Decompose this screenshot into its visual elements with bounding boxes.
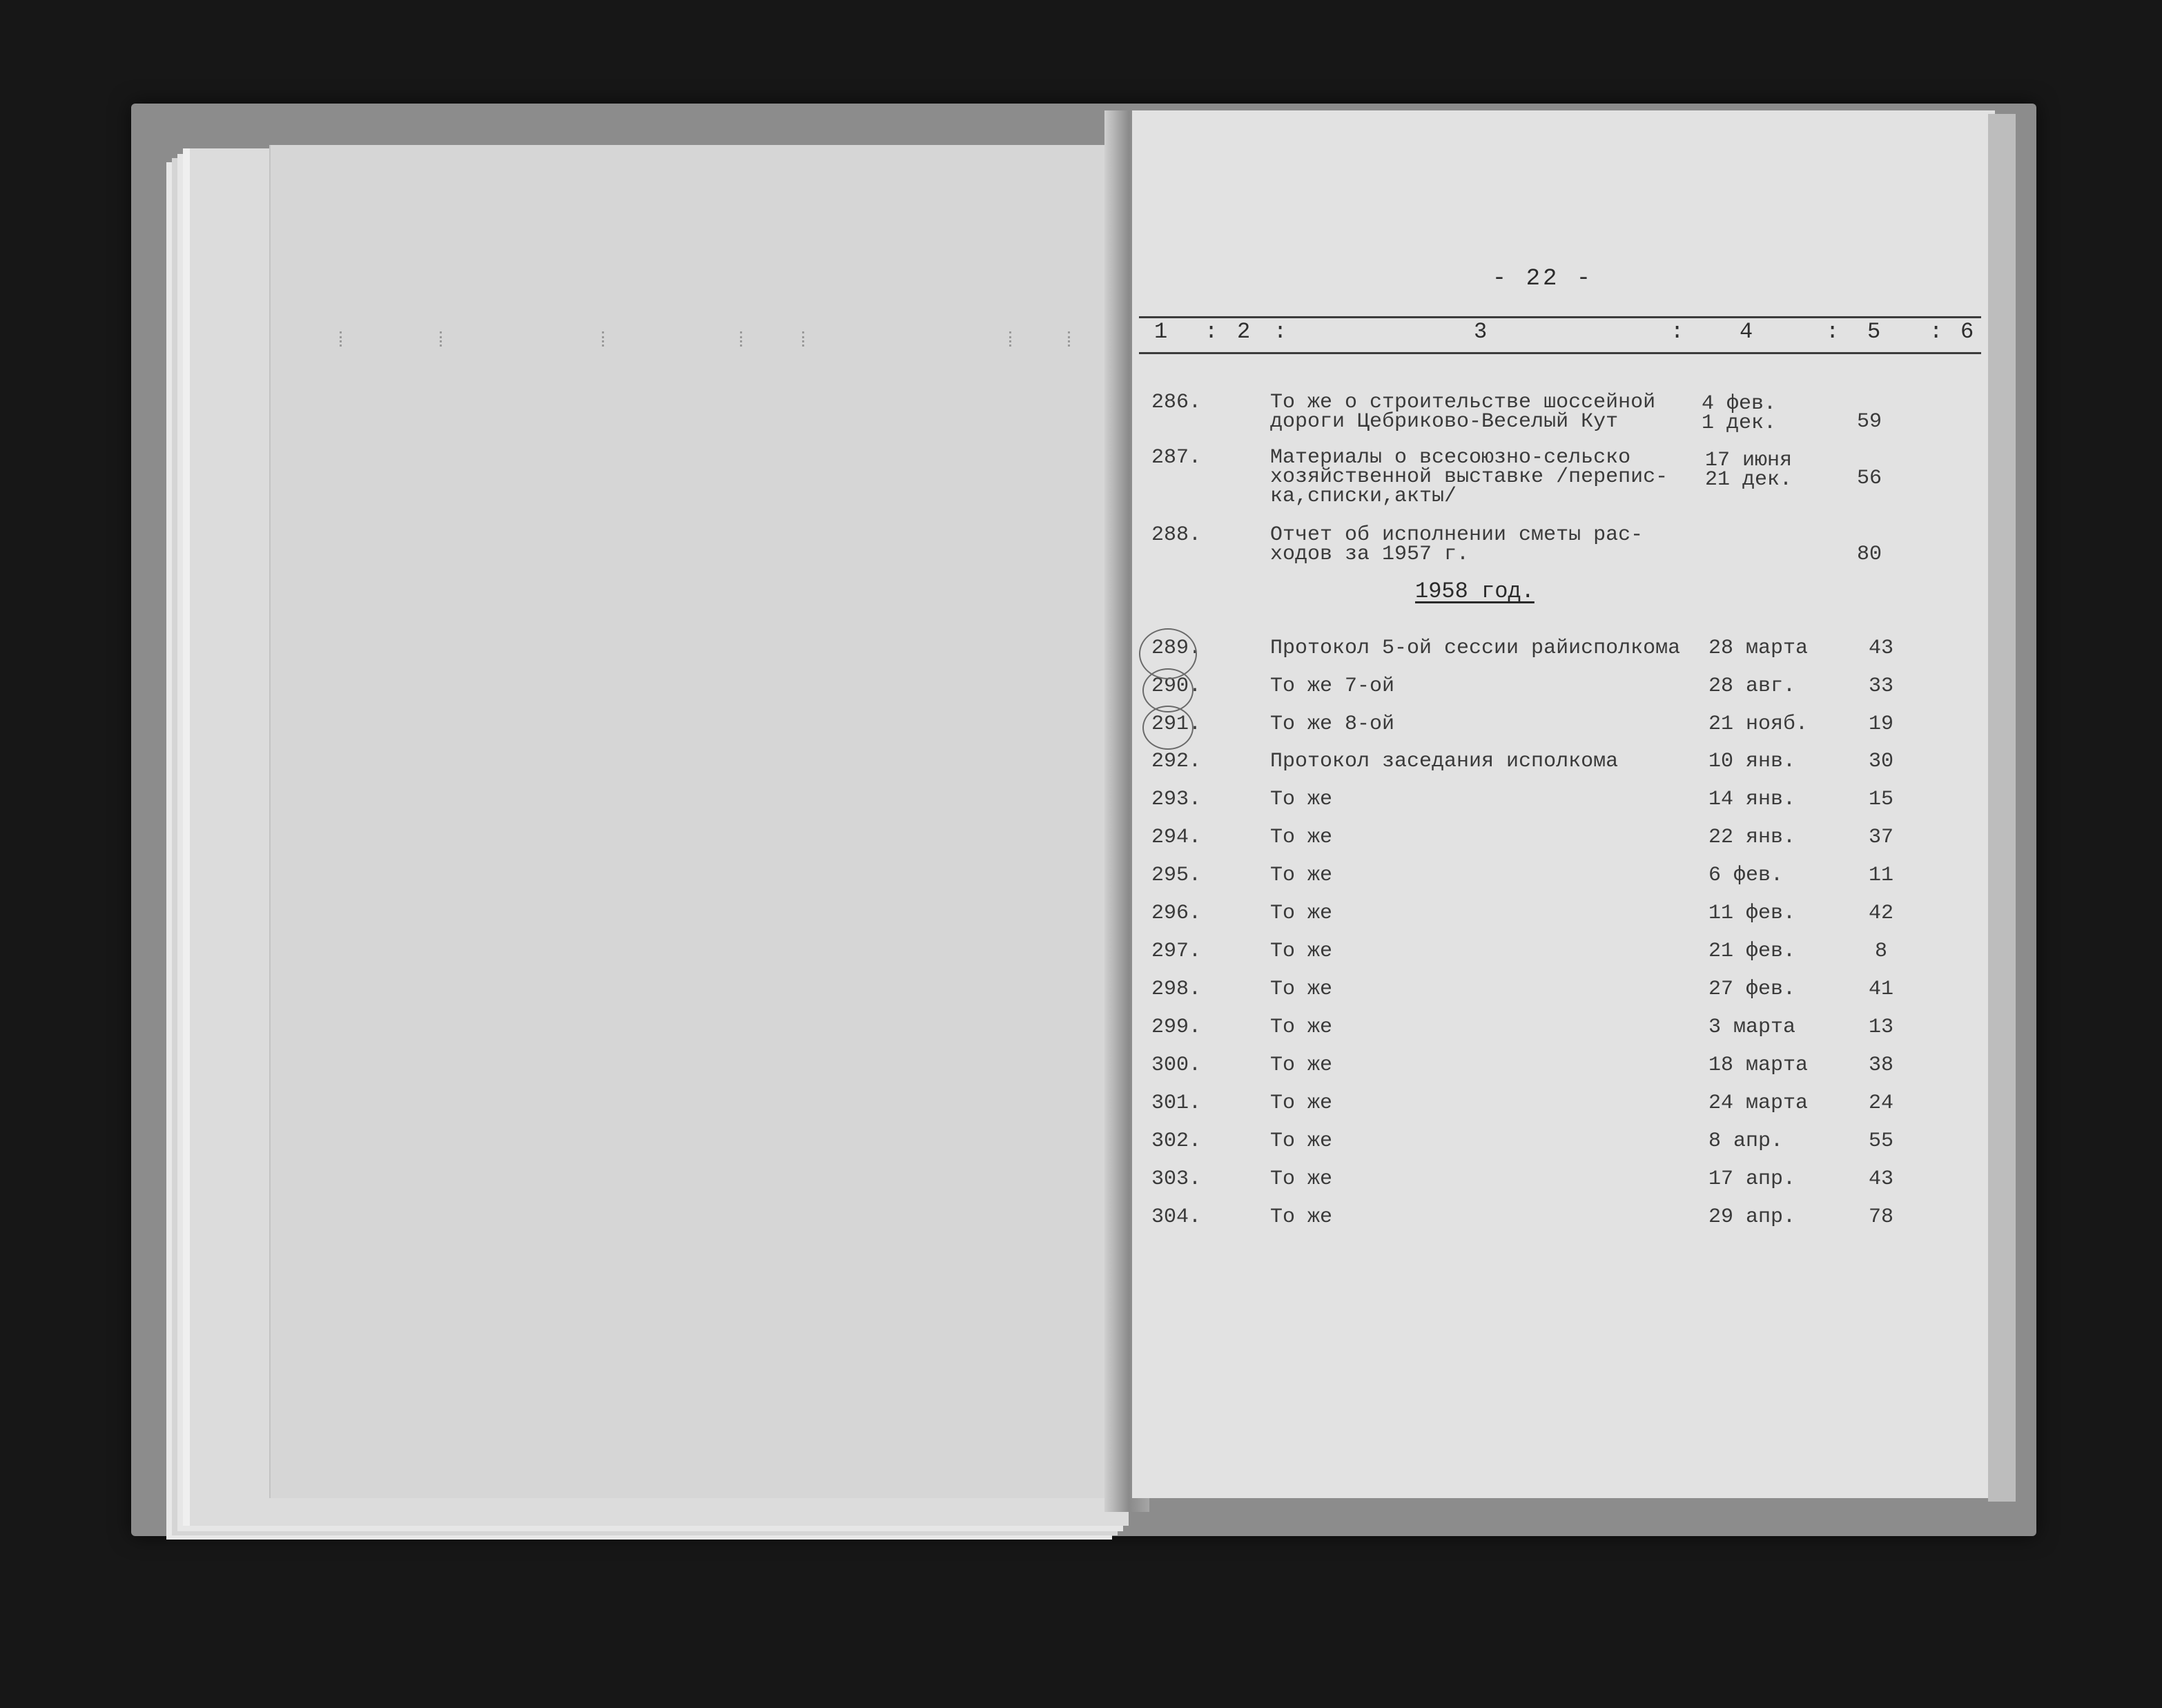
entry-sheets: 59: [1857, 410, 1882, 434]
entry-sheets: 8: [1874, 940, 1887, 963]
entry-date: 17 апр.: [1708, 1167, 1796, 1191]
table-header-rule-top: [1139, 316, 1981, 318]
entry-row: [1146, 902, 1905, 935]
entry-number: 289.: [1151, 637, 1202, 660]
entry-date-line: 4 фев.: [1702, 392, 1777, 416]
entry-number: 299.: [1151, 1016, 1202, 1039]
entry-row: [1146, 940, 1905, 973]
entry-date-line: 21 дек.: [1705, 468, 1793, 492]
entry-row: [1146, 1167, 1905, 1201]
entry-row: [1146, 637, 1905, 670]
entry-date: 28 авг.: [1708, 675, 1796, 698]
entry-number: 301.: [1151, 1091, 1202, 1115]
pencil-circle-mark: [1142, 706, 1194, 750]
entry-number: 291.: [1151, 712, 1202, 736]
entry-row: [1146, 750, 1905, 783]
entry-row: [1146, 1129, 1905, 1163]
entry-title: То же: [1270, 864, 1333, 887]
entry-sheets: 33: [1868, 675, 1893, 698]
entry-sheets: 37: [1868, 826, 1893, 849]
entry-number: 292.: [1151, 750, 1202, 773]
entry-title: То же: [1270, 1129, 1333, 1153]
entry-row: [1146, 675, 1905, 708]
entry-title: Протокол 5-ой сессии райисполкома: [1270, 637, 1681, 660]
table-header-rule-bottom: [1139, 352, 1981, 354]
entry-date: 22 янв.: [1708, 826, 1796, 849]
entry-date: 3 марта: [1708, 1016, 1796, 1039]
entry-sheets: 11: [1868, 864, 1893, 887]
entry-title-line: Отчет об исполнении сметы рас-: [1270, 523, 1644, 547]
entry-date: 29 апр.: [1708, 1205, 1796, 1229]
entry-title: Протокол заседания исполкома: [1270, 750, 1619, 773]
entry-number: 303.: [1151, 1167, 1202, 1191]
entry-title: То же: [1270, 826, 1333, 849]
entry-sheets: 38: [1868, 1054, 1893, 1077]
entry-row: [1146, 1054, 1905, 1087]
entry-date: 24 марта: [1708, 1091, 1809, 1115]
entry-date: 28 марта: [1708, 637, 1809, 660]
entry-number: 293.: [1151, 788, 1202, 811]
entry-title-line: дороги Цебриково-Веселый Кут: [1270, 410, 1619, 434]
entry-number: 302.: [1151, 1129, 1202, 1153]
entry-number: 304.: [1151, 1205, 1202, 1229]
entry-date: 14 янв.: [1708, 788, 1796, 811]
entry-sheets: 15: [1868, 788, 1893, 811]
entry-date: 27 фев.: [1708, 978, 1796, 1001]
entry-title: То же: [1270, 940, 1333, 963]
entry-title: То же: [1270, 1205, 1333, 1229]
entry-title: То же: [1270, 978, 1333, 1001]
entry-number: 296.: [1151, 902, 1202, 925]
entry-number: 290.: [1151, 675, 1202, 698]
left-page: [269, 145, 1120, 1498]
entry-date: 8 апр.: [1708, 1129, 1784, 1153]
column-header-6: 6: [1960, 319, 1974, 344]
entry-sheets: 80: [1857, 543, 1882, 566]
entry-date-line: 17 июня: [1705, 449, 1793, 472]
entry-title-line: Материалы о всесоюзно-сельско: [1270, 446, 1631, 469]
entry-title: То же: [1270, 788, 1333, 811]
entry-title: То же: [1270, 1054, 1333, 1077]
entry-row: [1146, 1016, 1905, 1049]
entry-number: 294.: [1151, 826, 1202, 849]
year-heading: 1958 год.: [1415, 579, 1535, 604]
entry-row: [1146, 712, 1905, 746]
entry-title-line: ходов за 1957 г.: [1270, 543, 1470, 566]
entry-row: [1146, 1091, 1905, 1125]
entry-date: 21 фев.: [1708, 940, 1796, 963]
entry-number: 297.: [1151, 940, 1202, 963]
entry-title: То же 7-ой: [1270, 675, 1395, 698]
entry-sheets: 19: [1868, 712, 1893, 736]
entry-date: 6 фев.: [1708, 864, 1784, 887]
entry-sheets: 42: [1868, 902, 1893, 925]
entry-title-line: ка,списки,акты/: [1270, 485, 1457, 508]
entry-row: [1146, 978, 1905, 1011]
entry-date: 11 фев.: [1708, 902, 1796, 925]
entry-title-line: То же о строительстве шоссейной: [1270, 391, 1656, 414]
entry-sheets: 43: [1868, 637, 1893, 660]
entry-date: 18 марта: [1708, 1054, 1809, 1077]
entry-sheets: 43: [1868, 1167, 1893, 1191]
entry-row: [1146, 788, 1905, 821]
entry-title: То же: [1270, 1016, 1333, 1039]
entry-sheets: 78: [1868, 1205, 1893, 1229]
column-header-3: 3: [1474, 319, 1488, 344]
entry-row: [1146, 826, 1905, 859]
column-header-2: 2: [1237, 319, 1251, 344]
entry-title: То же: [1270, 1167, 1333, 1191]
entry-title: То же: [1270, 1091, 1333, 1115]
entry-sheets: 24: [1868, 1091, 1893, 1115]
entry-title: То же 8-ой: [1270, 712, 1395, 736]
entry-sheets: 56: [1857, 467, 1882, 490]
entry-sheets: 13: [1868, 1016, 1893, 1039]
entry-date: 21 нояб.: [1708, 712, 1809, 736]
column-header-4: 4: [1740, 319, 1753, 344]
entry-title-line: хозяйственной выставке /перепис-: [1270, 465, 1668, 489]
entry-date-line: 1 дек.: [1702, 411, 1777, 435]
entry-number: 286.: [1151, 391, 1202, 414]
entry-number: 288.: [1151, 523, 1202, 547]
entry-number: 287.: [1151, 446, 1202, 469]
entry-number: 298.: [1151, 978, 1202, 1001]
entry-sheets: 41: [1868, 978, 1893, 1001]
left-page-show-through-marks: [271, 331, 1120, 359]
entry-title: То же: [1270, 902, 1333, 925]
page-edge: [1988, 114, 2016, 1502]
entry-row: [1146, 864, 1905, 897]
column-header-1: 1: [1154, 319, 1168, 344]
page-number: - 22 -: [1492, 266, 1594, 292]
entry-sheets: 30: [1868, 750, 1893, 773]
entry-row: [1146, 1205, 1905, 1239]
column-header-5: 5: [1867, 319, 1881, 344]
entry-number: 300.: [1151, 1054, 1202, 1077]
entry-number: 295.: [1151, 864, 1202, 887]
entry-date: 10 янв.: [1708, 750, 1796, 773]
entry-sheets: 55: [1868, 1129, 1893, 1153]
